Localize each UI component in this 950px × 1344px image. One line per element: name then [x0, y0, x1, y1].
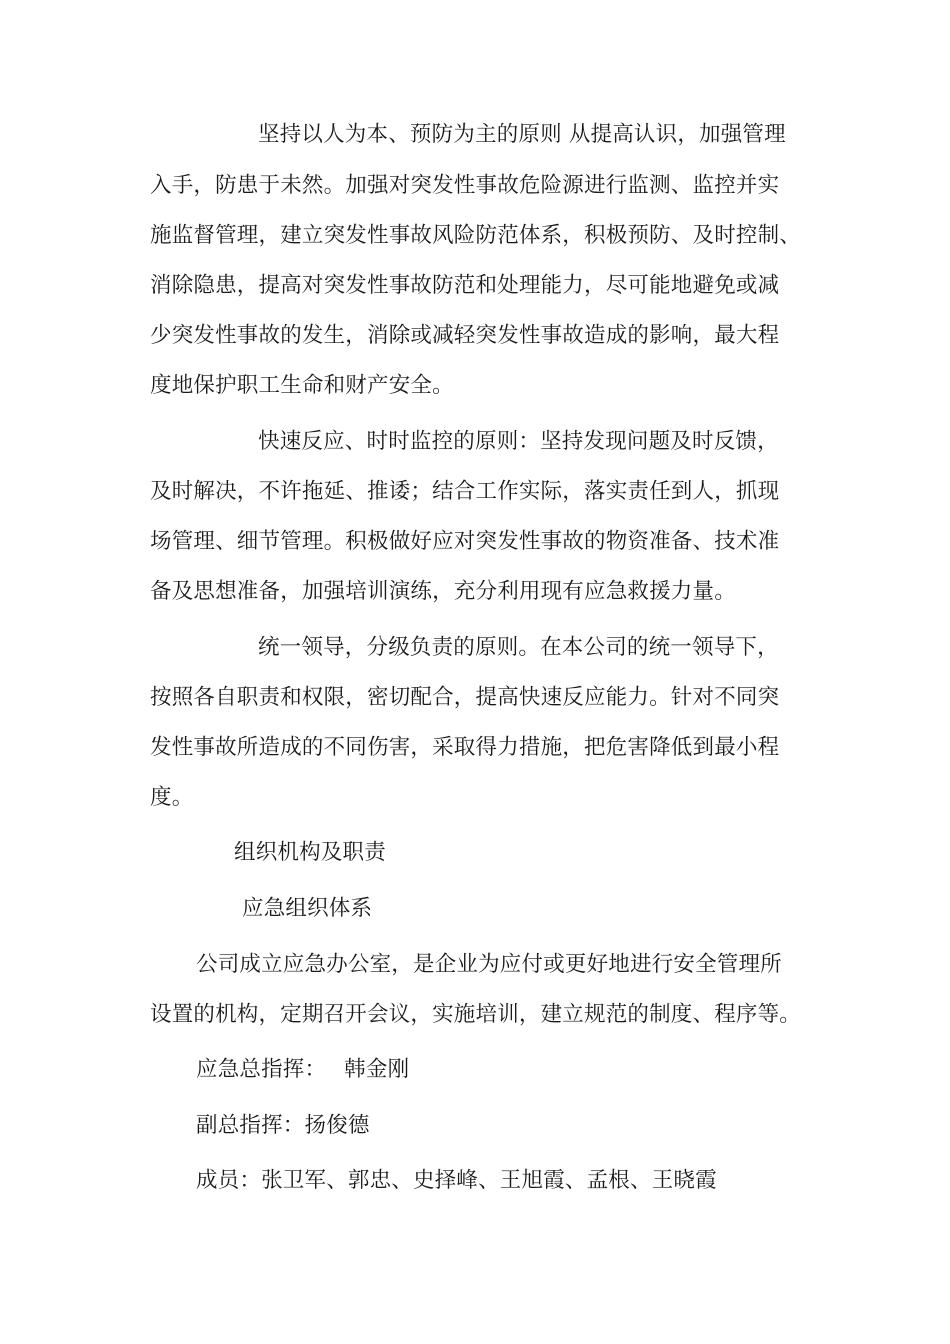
subsection-heading: 应急组织体系	[242, 896, 373, 921]
section-heading: 组织机构及职责	[234, 840, 386, 865]
paragraph-line: 度。	[150, 785, 194, 810]
paragraph-line: 公司成立应急办公室，是企业为应付或更好地进行安全管理所	[196, 952, 782, 977]
paragraph-line: 及时解决，不许拖延、推诿；结合工作实际，落实责任到人，抓现	[150, 479, 780, 504]
paragraph-line: 少突发性事故的发生，消除或减轻突发性事故造成的影响，最大程	[150, 323, 780, 348]
paragraph-line: 统一领导，分级负责的原则。在本公司的统一领导下，	[258, 635, 779, 660]
deputy-commander-line: 副总指挥：扬俊德	[196, 1113, 370, 1138]
paragraph-line: 消除隐患，提高对突发性事故防范和处理能力，尽可能地避免或减	[150, 273, 780, 298]
commander-line: 应急总指挥： 韩金刚	[196, 1057, 410, 1082]
paragraph-line: 快速反应、时时监控的原则：坚持发现问题及时反馈，	[258, 429, 779, 454]
paragraph-line: 度地保护职工生命和财产安全。	[150, 373, 454, 398]
paragraph-line: 发性事故所造成的不同伤害，采取得力措施，把危害降低到最小程	[150, 735, 780, 760]
paragraph-line: 施监督管理，建立突发性事故风险防范体系，积极预防、及时控制、	[150, 223, 802, 248]
paragraph-line: 入手，防患于未然。加强对突发性事故危险源进行监测、监控并实	[150, 173, 780, 198]
paragraph-line: 坚持以人为本、预防为主的原则 从提高认识，加强管理	[258, 122, 786, 147]
paragraph-line: 设置的机构，定期召开会议，实施培训，建立规范的制度、程序等。	[150, 1002, 802, 1027]
paragraph-line: 按照各自职责和权限，密切配合，提高快速反应能力。针对不同突	[150, 685, 780, 710]
paragraph-line: 备及思想准备，加强培训演练，充分利用现有应急救援力量。	[150, 579, 736, 604]
members-line: 成员：张卫军、郭忠、史择峰、王旭霞、孟根、王晓霞	[196, 1168, 717, 1193]
paragraph-line: 场管理、细节管理。积极做好应对突发性事故的物资准备、技术准	[150, 529, 780, 554]
